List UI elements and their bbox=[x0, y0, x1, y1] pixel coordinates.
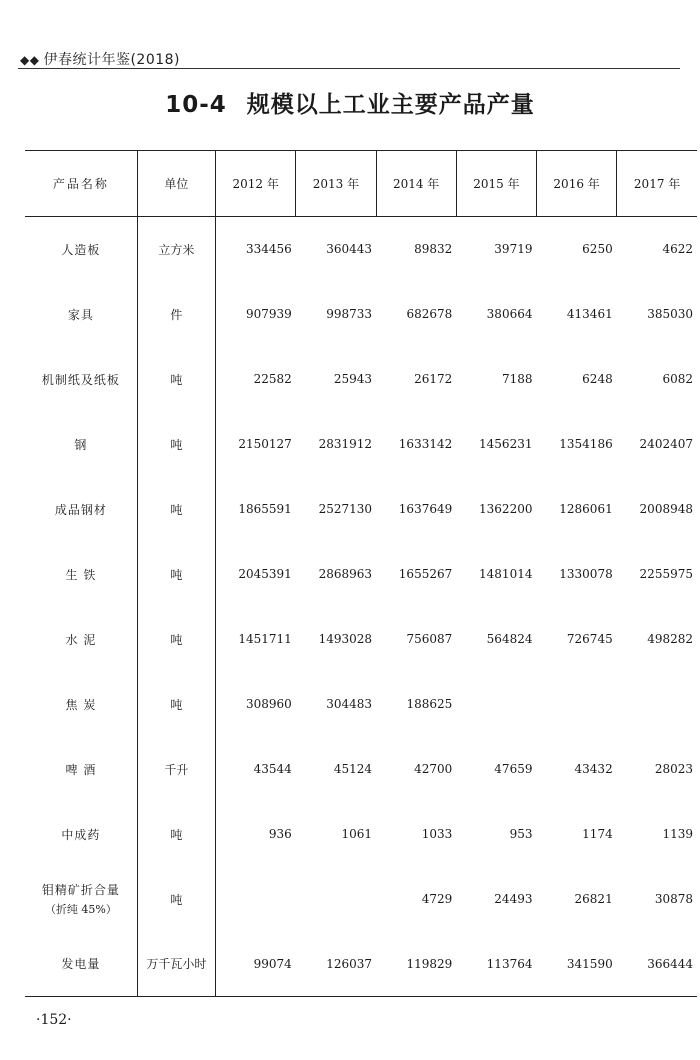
value-cell: 682678 bbox=[406, 307, 453, 321]
value-cell: 2527130 bbox=[318, 502, 373, 516]
value-cell: 45124 bbox=[333, 762, 373, 776]
product-name: 啤 酒 bbox=[65, 762, 97, 777]
value-cell: 953 bbox=[509, 827, 533, 841]
table-title bbox=[0, 86, 700, 119]
value-cell: 1865591 bbox=[216, 477, 296, 542]
value-cell: 1139 bbox=[662, 827, 693, 841]
table-row bbox=[25, 412, 697, 477]
value-cell: 564824 bbox=[486, 632, 533, 646]
value-cell: 1655267 bbox=[398, 567, 453, 581]
value-cell: 6248 bbox=[582, 372, 613, 386]
value-cell: 22582 bbox=[216, 347, 296, 412]
unit-cell: 吨 bbox=[137, 477, 215, 542]
value-cell bbox=[456, 672, 536, 737]
value-cell bbox=[536, 672, 616, 737]
value-cell: 30878 bbox=[654, 892, 693, 906]
product-name: 成品钢材 bbox=[54, 502, 107, 517]
product-name-cell bbox=[25, 932, 137, 997]
product-name: 人造板 bbox=[61, 242, 101, 257]
page-number: ·152· bbox=[36, 1012, 72, 1028]
product-name: 水 泥 bbox=[65, 632, 97, 647]
value-cell: 2255975 bbox=[639, 567, 693, 581]
value-cell: 380664 bbox=[486, 307, 533, 321]
table-row bbox=[25, 867, 697, 932]
value-cell: 113764 bbox=[456, 932, 536, 997]
product-name-cell bbox=[25, 477, 137, 542]
unit-cell: 件 bbox=[137, 282, 215, 347]
value-cell: 334456 bbox=[216, 217, 296, 282]
value-cell: 2402407 bbox=[639, 437, 693, 451]
value-cell: 2008948 bbox=[639, 502, 693, 516]
value-cell: 308960 bbox=[216, 672, 296, 737]
product-name-cell bbox=[25, 737, 137, 802]
value-cell: 1354186 bbox=[559, 437, 613, 451]
column-header-2012: 2012 年 bbox=[216, 151, 296, 217]
product-name: 发电量 bbox=[61, 957, 101, 972]
unit-cell: 吨 bbox=[137, 412, 215, 477]
table-row bbox=[25, 477, 697, 542]
product-name: 机制纸及纸板 bbox=[41, 372, 120, 387]
product-name: 家具 bbox=[67, 307, 94, 322]
unit-cell: 万千瓦小时 bbox=[137, 932, 215, 997]
value-cell: 1033 bbox=[421, 827, 453, 841]
unit-cell: 吨 bbox=[137, 542, 215, 607]
column-header-2017: 2017 年 bbox=[617, 151, 697, 217]
table-row bbox=[25, 542, 697, 607]
value-cell: 366444 bbox=[617, 932, 697, 997]
value-cell: 360443 bbox=[326, 242, 373, 257]
value-cell: 2868963 bbox=[318, 567, 373, 581]
header-rule bbox=[18, 68, 680, 69]
value-cell: 43432 bbox=[574, 762, 613, 776]
table-row bbox=[25, 282, 697, 347]
value-cell: 4622 bbox=[662, 242, 693, 257]
table-title-text: 规模以上工业主要产品产量 bbox=[246, 92, 535, 118]
column-header-2013: 2013 年 bbox=[296, 151, 376, 217]
value-cell: 89832 bbox=[414, 242, 453, 257]
product-name-cell bbox=[25, 672, 137, 737]
table-row bbox=[25, 672, 697, 737]
value-cell: 1456231 bbox=[479, 437, 533, 451]
column-header-2014: 2014 年 bbox=[376, 151, 456, 217]
value-cell: 1451711 bbox=[216, 607, 296, 672]
value-cell: 25943 bbox=[333, 372, 373, 386]
value-cell: 498282 bbox=[647, 632, 693, 646]
value-cell bbox=[296, 867, 376, 932]
value-cell: 341590 bbox=[536, 932, 616, 997]
product-name-cell bbox=[25, 542, 137, 607]
value-cell: 304483 bbox=[326, 697, 373, 711]
unit-cell: 吨 bbox=[137, 802, 215, 867]
value-cell: 1174 bbox=[582, 827, 613, 841]
product-name-cell bbox=[25, 867, 137, 932]
product-name: 焦 炭 bbox=[65, 697, 97, 712]
unit-cell: 千升 bbox=[137, 737, 215, 802]
unit-cell: 吨 bbox=[137, 347, 215, 412]
value-cell: 1633142 bbox=[398, 437, 453, 451]
value-cell: 1493028 bbox=[318, 632, 373, 646]
value-cell: 2150127 bbox=[216, 412, 296, 477]
value-cell: 385030 bbox=[647, 307, 693, 321]
product-name: 钼精矿折合量 bbox=[41, 883, 120, 897]
product-name-cell bbox=[25, 412, 137, 477]
value-cell: 119829 bbox=[376, 932, 456, 997]
value-cell: 1637649 bbox=[398, 502, 453, 516]
product-name-cell bbox=[25, 217, 137, 282]
product-name-cell bbox=[25, 347, 137, 412]
running-header bbox=[20, 49, 180, 69]
unit-cell: 吨 bbox=[137, 672, 215, 737]
value-cell: 726745 bbox=[566, 632, 613, 646]
table-row bbox=[25, 737, 697, 802]
column-header-unit: 单位 bbox=[137, 151, 215, 217]
column-header-product: 产品名称 bbox=[25, 151, 137, 217]
value-cell: 413461 bbox=[566, 307, 613, 321]
product-note: （折纯 45%） bbox=[44, 903, 117, 916]
unit-cell: 吨 bbox=[137, 867, 215, 932]
value-cell: 7188 bbox=[501, 372, 533, 386]
yearbook-title: 伊春统计年鉴(2018) bbox=[43, 52, 181, 68]
value-cell: 28023 bbox=[654, 762, 693, 776]
production-table bbox=[25, 150, 697, 997]
unit-cell: 吨 bbox=[137, 607, 215, 672]
value-cell: 1286061 bbox=[559, 502, 613, 516]
value-cell: 1061 bbox=[341, 827, 373, 841]
column-header-2015: 2015 年 bbox=[456, 151, 536, 217]
column-header-2016: 2016 年 bbox=[536, 151, 616, 217]
unit-cell: 立方米 bbox=[137, 217, 215, 282]
table-row bbox=[25, 607, 697, 672]
product-name: 中成药 bbox=[61, 827, 101, 842]
product-name-cell bbox=[25, 802, 137, 867]
value-cell: 936 bbox=[216, 802, 296, 867]
value-cell: 39719 bbox=[494, 242, 533, 257]
value-cell: 42700 bbox=[414, 762, 453, 776]
value-cell: 2831912 bbox=[318, 437, 373, 451]
value-cell: 43544 bbox=[216, 737, 296, 802]
value-cell: 99074 bbox=[216, 932, 296, 997]
table-number: 10-4 bbox=[165, 92, 227, 118]
value-cell: 126037 bbox=[296, 932, 376, 997]
value-cell: 2045391 bbox=[216, 542, 296, 607]
value-cell: 1330078 bbox=[559, 567, 613, 581]
value-cell bbox=[216, 867, 296, 932]
value-cell: 24493 bbox=[494, 892, 533, 906]
product-name: 生 铁 bbox=[65, 567, 97, 582]
value-cell: 26172 bbox=[414, 372, 453, 386]
product-name-cell bbox=[25, 282, 137, 347]
table-row bbox=[25, 802, 697, 867]
table-row bbox=[25, 932, 697, 997]
diamond-icon: ◆◆ bbox=[20, 53, 40, 67]
value-cell: 47659 bbox=[494, 762, 533, 776]
value-cell: 188625 bbox=[406, 697, 453, 711]
product-name: 钢 bbox=[74, 437, 88, 452]
value-cell: 756087 bbox=[406, 632, 453, 646]
table-row bbox=[25, 217, 697, 282]
value-cell: 998733 bbox=[326, 307, 373, 321]
value-cell: 907939 bbox=[216, 282, 296, 347]
value-cell: 1362200 bbox=[479, 502, 533, 516]
value-cell: 1481014 bbox=[479, 567, 533, 581]
table-row bbox=[25, 347, 697, 412]
product-name-cell bbox=[25, 607, 137, 672]
value-cell: 6082 bbox=[662, 372, 693, 386]
value-cell: 4729 bbox=[421, 892, 453, 906]
table-header-row bbox=[25, 151, 697, 217]
value-cell bbox=[617, 672, 697, 737]
value-cell: 26821 bbox=[574, 892, 613, 906]
value-cell: 6250 bbox=[582, 242, 613, 257]
